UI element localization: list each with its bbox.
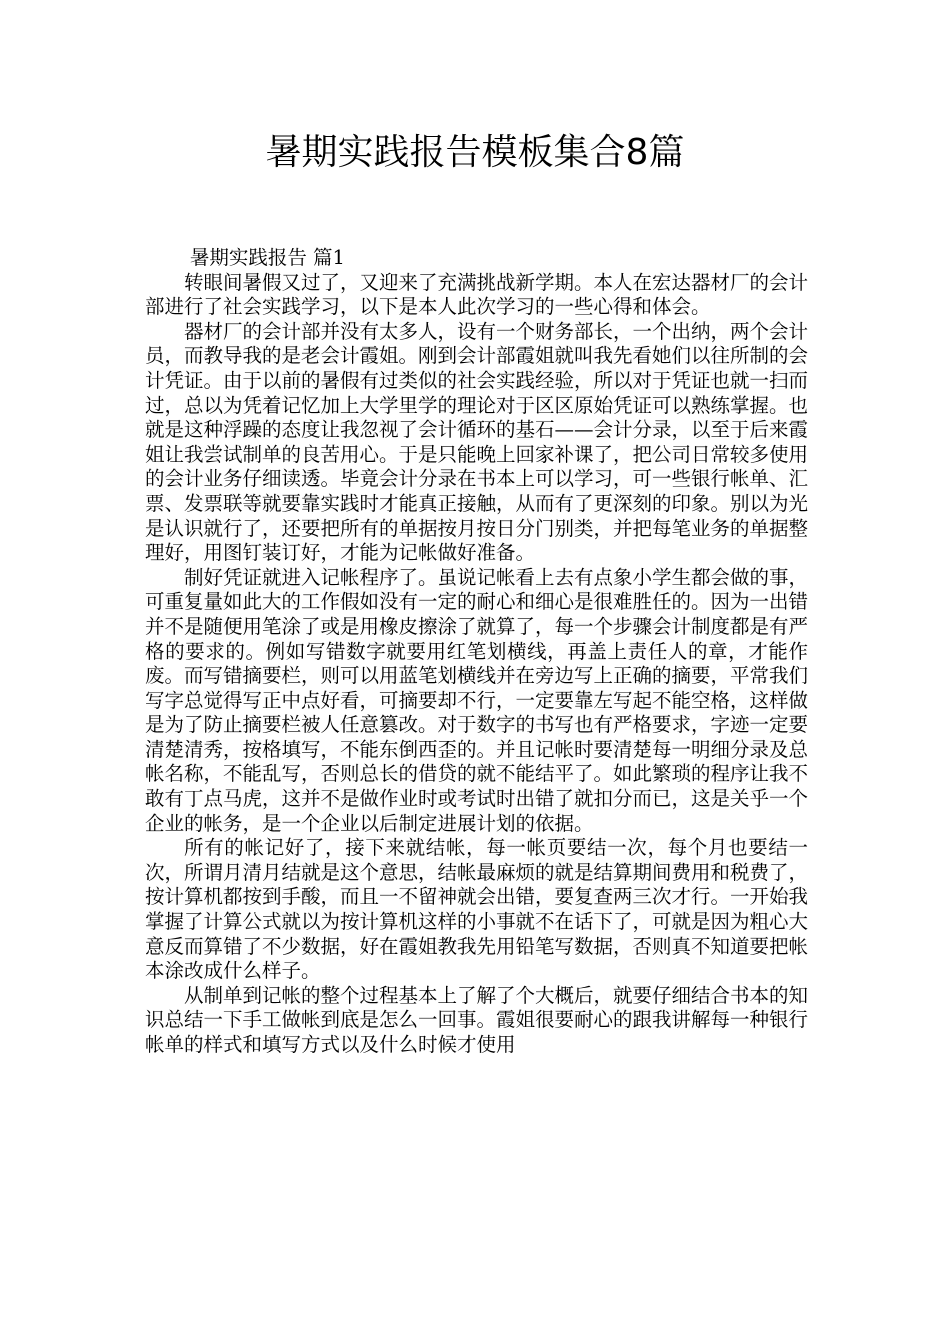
paragraph-1: 转眼间暑假又过了，又迎来了充满挑战新学期。本人在宏达器材厂的会计部进行了社会实践学习，以下是本人此次学习的一些心得和体会。 — [145, 270, 809, 319]
section-heading: 暑期实践报告 篇1 — [189, 246, 345, 269]
paragraph-5: 从制单到记帐的整个过程基本上了解了个大概后，就要仔细结合书本的知识总结一下手工做帐到底是怎么一回事。霞姐很要耐心的跟我讲解每一种银行帐单的样式和填写方式以及什么时候才使用 — [145, 983, 809, 1056]
document-body — [145, 246, 808, 1058]
paragraph-2: 器材厂的会计部并没有太多人，设有一个财务部长，一个出纳，两个会计员，而教导我的是老会计霞姐。刚到会计部霞姐就叫我先看她们以往所制的会计凭证。由于以前的暑假有过类似的社会实践经验，所以对于凭证也就一扫而过，总以为凭着记忆加上大学里学的理论对于区区原始凭证可以熟练掌握。也就是这种浮躁的态度让我忽视了会计循环的基石——会计分录，以至于后来霞姐让我尝试制单的良苦用心。于是只能晚上回家补课了，把公司日常较多使用的会计业务仔细读透。毕竟会计分录在书本上可以学习，可一些银行帐单、汇票、发票联等就要靠实践时才能真正接触，从而有了更深刻的印象。别以为光是认识就行了，还要把所有的单据按月按日分门别类，并把每笔业务的单据整理好，用图钉装订好，才能为记帐做好准备。 — [145, 319, 809, 565]
paragraph-4: 所有的帐记好了，接下来就结帐，每一帐页要结一次，每个月也要结一次，所谓月清月结就是这个意思，结帐最麻烦的就是结算期间费用和税费了，按计算机都按到手酸，而且一不留神就会出错，要复查两三次才行。一开始我掌握了计算公式就以为按计算机这样的小事就不在话下了，可就是因为粗心大意反而算错了不少数据，好在霞姐教我先用铅笔写数据，否则真不知道要把帐本涂改成什么样子。 — [145, 836, 809, 983]
document-title: 暑期实践报告模板集合8篇 — [265, 132, 685, 173]
paragraph-3: 制好凭证就进入记帐程序了。虽说记帐看上去有点象小学生都会做的事，可重复量如此大的工作假如没有一定的耐心和细心是很难胜任的。因为一出错并不是随便用笔涂了或是用橡皮擦涂了就算了，每一个步骤会计制度都是有严格的要求的。例如写错数字就要用红笔划横线，再盖上责任人的章，才能作废。而写错摘要栏，则可以用蓝笔划横线并在旁边写上正确的摘要，平常我们写字总觉得写正中点好看，可摘要却不行，一定要靠左写起不能空格，这样做是为了防止摘要栏被人任意篡改。对于数字的书写也有严格要求，字迹一定要清楚清秀，按格填写，不能东倒西歪的。并且记帐时要清楚每一明细分录及总帐名称，不能乱写，否则总长的借贷的就不能结平了。如此繁琐的程序让我不敢有丁点马虎，这并不是做作业时或考试时出错了就扣分而已，这是关乎一个企业的帐务，是一个企业以后制定进展计划的依据。 — [145, 565, 809, 835]
